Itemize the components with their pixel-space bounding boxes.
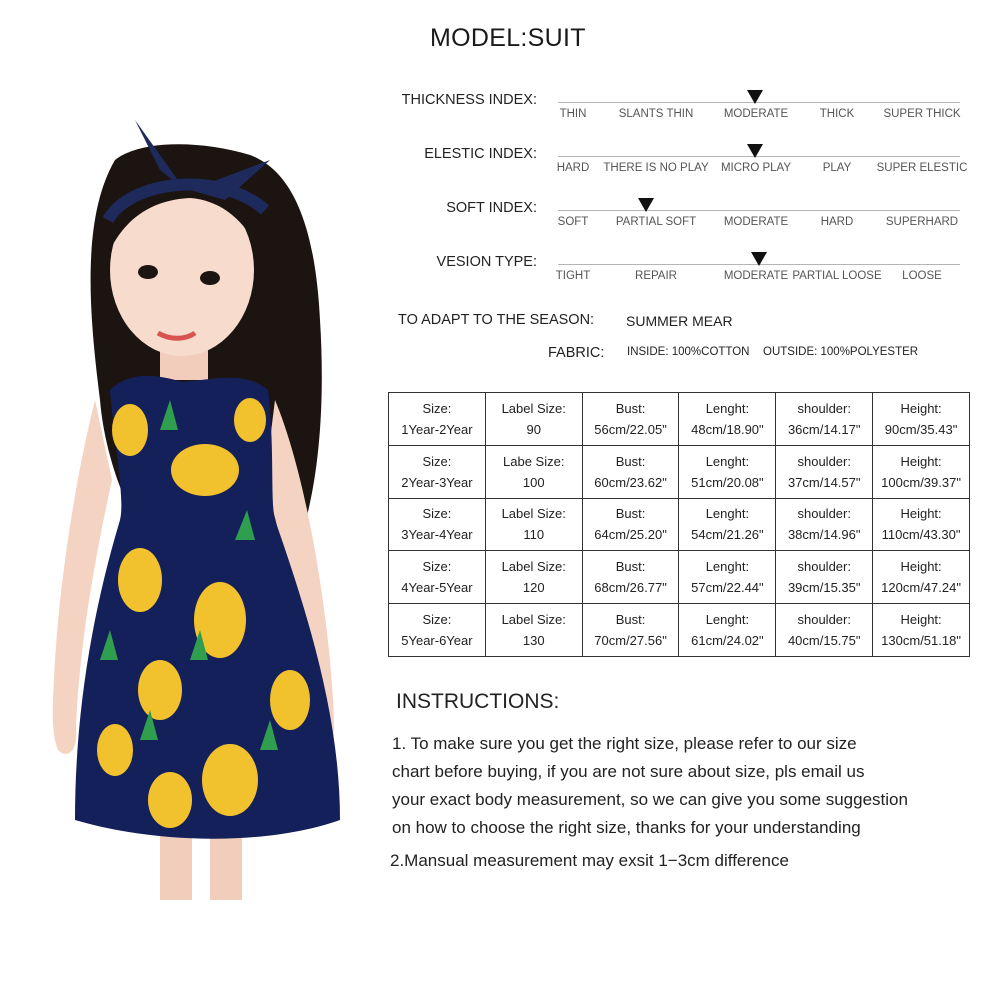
table-cell bbox=[679, 445, 776, 498]
table-cell bbox=[679, 604, 776, 657]
index-label: ELESTIC INDEX: bbox=[424, 146, 537, 162]
table-cell bbox=[389, 604, 486, 657]
instruction-1-line: on how to choose the right size, thanks for your understanding bbox=[392, 818, 861, 837]
index-option: THIN bbox=[559, 108, 587, 120]
table-row bbox=[389, 498, 970, 551]
cell-label: Lenght: bbox=[705, 453, 750, 469]
table-cell bbox=[582, 604, 679, 657]
table-cell bbox=[582, 551, 679, 604]
index-option: SUPER THICK bbox=[883, 108, 961, 120]
table-cell bbox=[776, 498, 873, 551]
index-option: MODERATE bbox=[723, 216, 789, 228]
table-cell bbox=[776, 393, 873, 446]
cell-label: shoulder: bbox=[797, 400, 851, 416]
index-label: SOFT INDEX: bbox=[446, 200, 537, 216]
index-marker-triangle-icon bbox=[747, 144, 763, 158]
product-photo-girl-pineapple-dress bbox=[20, 100, 370, 900]
cell-label: Size: bbox=[422, 506, 452, 522]
cell-label: Size: bbox=[422, 400, 452, 416]
cell-value: 5Year-6Year bbox=[401, 633, 473, 649]
index-option: SOFT bbox=[557, 216, 589, 228]
table-cell bbox=[776, 445, 873, 498]
cell-value: 130cm/51.18" bbox=[881, 633, 961, 649]
index-scale-line bbox=[558, 210, 960, 211]
cell-label: Size: bbox=[422, 453, 452, 469]
cell-label: Height: bbox=[900, 506, 942, 522]
index-option: SUPERHARD bbox=[885, 216, 959, 228]
cell-value: 40cm/15.75" bbox=[787, 633, 861, 649]
cell-label: Height: bbox=[900, 559, 942, 575]
table-cell bbox=[582, 498, 679, 551]
table-cell bbox=[679, 498, 776, 551]
left-leg bbox=[160, 830, 192, 900]
cell-label: Lenght: bbox=[705, 400, 750, 416]
cell-label: Bust: bbox=[615, 559, 646, 575]
index-option: MODERATE bbox=[723, 270, 789, 282]
cell-value: 38cm/14.96" bbox=[787, 527, 861, 543]
instruction-1-line: 1. To make sure you get the right size, please refer to our size bbox=[392, 734, 857, 753]
cell-label: shoulder: bbox=[797, 612, 851, 628]
cell-value: 70cm/27.56" bbox=[594, 633, 667, 649]
table-cell bbox=[873, 604, 970, 657]
index-marker-triangle-icon bbox=[751, 252, 767, 266]
model-title: MODEL:SUIT bbox=[430, 24, 586, 52]
table-cell bbox=[776, 551, 873, 604]
table-cell bbox=[389, 445, 486, 498]
table-cell bbox=[582, 393, 679, 446]
cell-value: 36cm/14.17" bbox=[787, 421, 861, 437]
table-cell bbox=[389, 498, 486, 551]
index-option: SUPER ELESTIC bbox=[876, 162, 968, 174]
cell-value: 3Year-4Year bbox=[401, 527, 473, 543]
cell-label: Bust: bbox=[615, 453, 646, 469]
table-cell bbox=[679, 393, 776, 446]
left-eye bbox=[138, 265, 158, 279]
table-cell bbox=[485, 551, 582, 604]
cell-value: 100 bbox=[522, 474, 545, 490]
index-marker-triangle-icon bbox=[747, 90, 763, 104]
index-row bbox=[390, 146, 970, 186]
fabric-label: FABRIC: bbox=[548, 345, 605, 361]
table-cell bbox=[776, 604, 873, 657]
cell-value: 61cm/24.02" bbox=[691, 633, 764, 649]
table-row bbox=[389, 393, 970, 446]
cell-value: 64cm/25.20" bbox=[594, 527, 667, 543]
cell-value: 68cm/26.77" bbox=[594, 580, 667, 596]
table-row bbox=[389, 445, 970, 498]
instruction-1 bbox=[392, 730, 982, 842]
instruction-1-line: chart before buying, if you are not sure about size, pls email us bbox=[392, 762, 865, 781]
cell-label: shoulder: bbox=[797, 506, 851, 522]
index-option: REPAIR bbox=[635, 270, 677, 282]
cell-value: 1Year-2Year bbox=[401, 421, 473, 437]
cell-label: Labe Size: bbox=[503, 453, 565, 469]
cell-value: 57cm/22.44" bbox=[691, 580, 764, 596]
index-option: SLANTS THIN bbox=[618, 108, 694, 120]
cell-label: Lenght: bbox=[705, 559, 750, 575]
index-option: PARTIAL SOFT bbox=[615, 216, 697, 228]
season-value: SUMMER MEAR bbox=[626, 313, 733, 329]
cell-value: 130 bbox=[522, 633, 545, 649]
index-option: PLAY bbox=[822, 162, 852, 174]
fabric-inside: INSIDE: 100%COTTON bbox=[627, 346, 750, 358]
table-cell bbox=[485, 393, 582, 446]
index-label: VESION TYPE: bbox=[436, 254, 537, 270]
instructions-title: INSTRUCTIONS: bbox=[396, 690, 560, 713]
cell-value: 90cm/35.43" bbox=[884, 421, 958, 437]
table-cell bbox=[582, 445, 679, 498]
cell-value: 37cm/14.57" bbox=[787, 474, 861, 490]
cell-label: Size: bbox=[422, 612, 452, 628]
cell-value: 120cm/47.24" bbox=[881, 580, 961, 596]
index-row bbox=[390, 254, 970, 294]
cell-label: Height: bbox=[900, 453, 942, 469]
table-cell bbox=[389, 393, 486, 446]
table-cell bbox=[485, 445, 582, 498]
table-cell bbox=[873, 445, 970, 498]
index-option: THICK bbox=[819, 108, 855, 120]
cell-label: Bust: bbox=[615, 400, 646, 416]
index-option: PARTIAL LOOSE bbox=[792, 270, 882, 282]
table-row bbox=[389, 604, 970, 657]
index-row bbox=[390, 92, 970, 132]
index-option: HARD bbox=[556, 162, 590, 174]
cell-value: 48cm/18.90" bbox=[691, 421, 764, 437]
index-marker-triangle-icon bbox=[638, 198, 654, 212]
cell-label: Label Size: bbox=[501, 559, 566, 575]
cell-value: 120 bbox=[522, 580, 545, 596]
cell-value: 90 bbox=[526, 421, 541, 437]
table-cell bbox=[679, 551, 776, 604]
cell-value: 4Year-5Year bbox=[401, 580, 473, 596]
cell-label: Size: bbox=[422, 559, 452, 575]
table-cell bbox=[485, 604, 582, 657]
cell-value: 39cm/15.35" bbox=[787, 580, 861, 596]
table-cell bbox=[485, 498, 582, 551]
right-leg bbox=[210, 830, 242, 900]
index-row bbox=[390, 200, 970, 240]
cell-label: Label Size: bbox=[501, 612, 566, 628]
cell-label: Height: bbox=[900, 612, 942, 628]
cell-value: 51cm/20.08" bbox=[691, 474, 764, 490]
cell-label: shoulder: bbox=[797, 559, 851, 575]
cell-label: Label Size: bbox=[501, 506, 566, 522]
index-option: HARD bbox=[820, 216, 854, 228]
table-cell bbox=[873, 393, 970, 446]
size-table bbox=[388, 392, 970, 657]
cell-value: 54cm/21.26" bbox=[691, 527, 764, 543]
cell-label: Lenght: bbox=[705, 612, 750, 628]
cell-value: 2Year-3Year bbox=[401, 474, 473, 490]
table-cell bbox=[873, 498, 970, 551]
table-cell bbox=[389, 551, 486, 604]
index-option: MICRO PLAY bbox=[720, 162, 792, 174]
cell-label: Height: bbox=[900, 400, 942, 416]
right-eye bbox=[200, 271, 220, 285]
index-option: TIGHT bbox=[555, 270, 591, 282]
index-option: THERE IS NO PLAY bbox=[603, 162, 709, 174]
index-label: THICKNESS INDEX: bbox=[401, 92, 537, 108]
cell-label: Bust: bbox=[615, 612, 646, 628]
cell-value: 56cm/22.05" bbox=[594, 421, 667, 437]
instruction-1-line: your exact body measurement, so we can give you some suggestion bbox=[392, 790, 908, 809]
cell-value: 60cm/23.62" bbox=[594, 474, 667, 490]
cell-value: 100cm/39.37" bbox=[881, 474, 961, 490]
table-cell bbox=[873, 551, 970, 604]
index-option: MODERATE bbox=[723, 108, 789, 120]
cell-value: 110cm/43.30" bbox=[881, 527, 961, 543]
fabric-outside: OUTSIDE: 100%POLYESTER bbox=[763, 346, 919, 358]
cell-label: Lenght: bbox=[705, 506, 750, 522]
table-row bbox=[389, 551, 970, 604]
cell-label: shoulder: bbox=[797, 453, 851, 469]
cell-value: 110 bbox=[523, 527, 545, 543]
index-option: LOOSE bbox=[902, 270, 942, 282]
cell-label: Bust: bbox=[615, 506, 646, 522]
cell-label: Label Size: bbox=[501, 400, 566, 416]
season-label: TO ADAPT TO THE SEASON: bbox=[398, 312, 595, 328]
instruction-2: 2.Mansual measurement may exsit 1−3cm difference bbox=[390, 851, 789, 870]
